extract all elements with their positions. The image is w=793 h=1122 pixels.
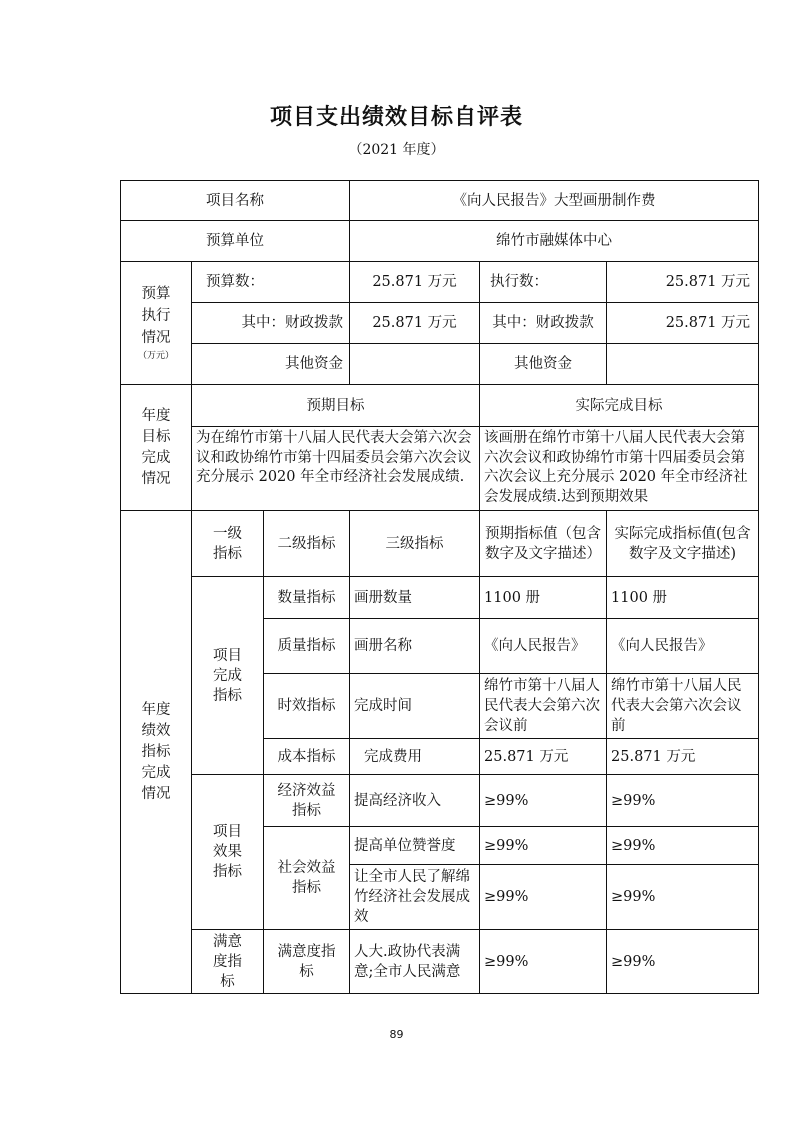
expected-value-cell: 1100 册 xyxy=(480,577,607,619)
budget-execution-label xyxy=(121,262,192,385)
goal-header-row xyxy=(121,385,759,427)
exec-amount-label: 执行数： xyxy=(480,262,607,303)
fiscal-budget-value: 25.871 万元 xyxy=(350,303,480,344)
project-name-label: 项目名称 xyxy=(121,181,350,221)
group-effect-label: 项目效果指标 xyxy=(192,775,264,930)
annual-goal-label: 年度目标完成情况 xyxy=(121,385,192,511)
level3-cell: 提高经济收入 xyxy=(350,775,480,827)
level3-cell: 画册名称 xyxy=(350,619,480,674)
actual-value-cell: ≥99% xyxy=(607,775,759,827)
level3-cell: 画册数量 xyxy=(350,577,480,619)
level1-header: 一级指标 xyxy=(192,511,264,577)
fiscal-exec-value: 25.871 万元 xyxy=(607,303,759,344)
page-title: 项目支出绩效目标自评表 xyxy=(269,105,523,130)
other-funds-budget-value xyxy=(350,344,480,385)
group-satisfaction-label: 满意度指标 xyxy=(192,930,264,994)
other-funds-row xyxy=(121,344,759,385)
performance-header-row xyxy=(121,511,759,577)
level2-cell: 质量指标 xyxy=(264,619,350,674)
level3-header: 三级指标 xyxy=(350,511,480,577)
level2-cell: 数量指标 xyxy=(264,577,350,619)
expected-value-cell: 绵竹市第十八届人民代表大会第六次会议前 xyxy=(480,674,607,739)
actual-value-cell: ≥99% xyxy=(607,930,759,994)
level2-cell: 成本指标 xyxy=(264,739,350,775)
expected-goal-header: 预期目标 xyxy=(192,385,480,427)
level2-cell: 社会效益指标 xyxy=(264,827,350,930)
level2-header: 二级指标 xyxy=(264,511,350,577)
actual-goal-text: 该画册在绵竹市第十八届人民代表大会第六次会议和政协绵竹市第十四届委员会第六次会议上充分展示 2020 年全市经济社会发展成绩.达到预期效果 xyxy=(480,427,759,511)
budget-row xyxy=(121,262,759,303)
budget-unit-label: 预算单位 xyxy=(121,221,350,262)
fiscal-budget-label: 其中：财政拨款 xyxy=(192,303,350,344)
project-name-value: 《向人民报告》大型画册制作费 xyxy=(350,181,759,221)
budget-execution-label-text: 预算执行情况 xyxy=(141,286,171,346)
expected-value-cell: ≥99% xyxy=(480,775,607,827)
level3-cell: 让全市人民了解绵竹经济社会发展成效 xyxy=(350,865,480,930)
expected-goal-text: 为在绵竹市第十八届人民代表大会第六次会议和政协绵竹市第十四届委员会第六次会议充分展示 2020 年全市经济社会发展成绩. xyxy=(192,427,480,511)
level3-cell: 提高单位赞誉度 xyxy=(350,827,480,865)
other-funds-label: 其他资金 xyxy=(192,344,350,385)
budget-amount-value: 25.871 万元 xyxy=(350,262,480,303)
level2-cell: 满意度指标 xyxy=(264,930,350,994)
actual-value-cell: ≥99% xyxy=(607,827,759,865)
level2-cell: 时效指标 xyxy=(264,674,350,739)
table-row xyxy=(121,577,759,619)
budget-unit-row xyxy=(121,221,759,262)
actual-value-cell: 25.871 万元 xyxy=(607,739,759,775)
performance-label: 年度绩效指标完成情况 xyxy=(121,511,192,994)
level2-cell: 经济效益指标 xyxy=(264,775,350,827)
table-row xyxy=(121,775,759,827)
level3-cell: 完成费用 xyxy=(350,739,480,775)
budget-unit-value: 绵竹市融媒体中心 xyxy=(350,221,759,262)
fiscal-exec-label: 其中：财政拨款 xyxy=(480,303,607,344)
project-name-row xyxy=(121,181,759,221)
goal-text-row xyxy=(121,427,759,511)
level3-cell: 人大.政协代表满意;全市人民满意 xyxy=(350,930,480,994)
exec-amount-value: 25.871 万元 xyxy=(607,262,759,303)
expected-value-header: 预期指标值（包含数字及文字描述） xyxy=(480,511,607,577)
fiscal-row xyxy=(121,303,759,344)
actual-value-cell: 《向人民报告》 xyxy=(607,619,759,674)
expected-value-cell: 《向人民报告》 xyxy=(480,619,607,674)
budget-execution-unit: （万元） xyxy=(137,351,174,361)
expected-value-cell: 25.871 万元 xyxy=(480,739,607,775)
expected-value-cell: ≥99% xyxy=(480,930,607,994)
actual-goal-header: 实际完成目标 xyxy=(480,385,759,427)
page-subtitle: （2021 年度） xyxy=(348,142,445,158)
other-funds-exec-label: 其他资金 xyxy=(480,344,607,385)
actual-value-cell: 1100 册 xyxy=(607,577,759,619)
self-evaluation-table xyxy=(120,180,759,994)
actual-value-cell: ≥99% xyxy=(607,865,759,930)
budget-amount-label: 预算数： xyxy=(192,262,350,303)
table-row xyxy=(121,930,759,994)
other-funds-exec-value xyxy=(607,344,759,385)
expected-value-cell: ≥99% xyxy=(480,827,607,865)
level3-cell: 完成时间 xyxy=(350,674,480,739)
group-completion-label: 项目完成指标 xyxy=(192,577,264,775)
page-number: 89 xyxy=(389,1028,404,1041)
actual-value-header: 实际完成指标值(包含数字及文字描述) xyxy=(607,511,759,577)
expected-value-cell: ≥99% xyxy=(480,865,607,930)
actual-value-cell: 绵竹市第十八届人民代表大会第六次会议前 xyxy=(607,674,759,739)
